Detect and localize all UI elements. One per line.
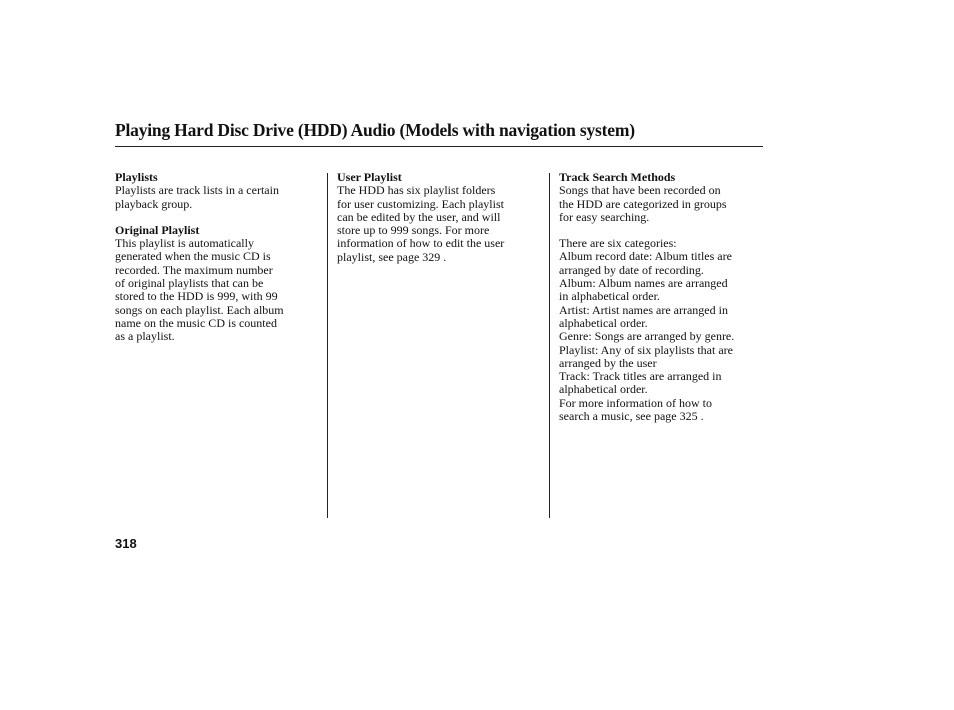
- column-track-search: [559, 171, 765, 423]
- user-playlist-heading: User Playlist: [337, 170, 402, 184]
- categories-lead: There are six categories:: [559, 236, 677, 251]
- playlists-heading: Playlists: [115, 170, 158, 184]
- column-user-playlist: [337, 171, 537, 264]
- title-divider: [115, 146, 763, 147]
- category-genre: Genre: Songs are arranged by genre.: [559, 329, 735, 344]
- track-search-intro: Songs that have been recorded on the HDD are categorized in groups for easy searching.: [559, 183, 727, 224]
- search-more-info: For more information of how to search a music, see page 325 .: [559, 395, 712, 424]
- column-playlists: [115, 171, 315, 344]
- user-playlist-text: The HDD has six playlist folders for user customizing. Each playlist can be edited by the user, and will store up to 999 songs. For more information of how to edit the user playlist, see page 329 .: [337, 183, 505, 264]
- category-album-record-date: Album record date: Album titles are arranged by date of recording.: [559, 249, 732, 277]
- original-playlist-text: This playlist is automatically generated when the music CD is recorded. The maximum number of original playlists that can be stored to the HDD is 999, with 99 songs on each playlist. Each album name on the music CD is counted as a playlist.: [115, 236, 284, 344]
- page-title: Playing Hard Disc Drive (HDD) Audio (Models with navigation system): [115, 120, 635, 140]
- playlists-text: Playlists are track lists in a certain playback group.: [115, 183, 279, 211]
- column-divider-right: [549, 173, 550, 518]
- category-track: Track: Track titles are arranged in alphabetical order.: [559, 369, 722, 397]
- category-album: Album: Album names are arranged in alphabetical order.: [559, 276, 728, 304]
- paragraph-spacer: [115, 211, 315, 224]
- column-divider-left: [327, 173, 328, 518]
- track-search-heading: Track Search Methods: [559, 170, 676, 184]
- category-artist: Artist: Artist names are arranged in alphabetical order.: [559, 302, 728, 330]
- category-playlist: Playlist: Any of six playlists that are arranged by the user: [559, 342, 733, 370]
- page-number: 318: [115, 536, 137, 551]
- original-playlist-heading: Original Playlist: [115, 222, 200, 237]
